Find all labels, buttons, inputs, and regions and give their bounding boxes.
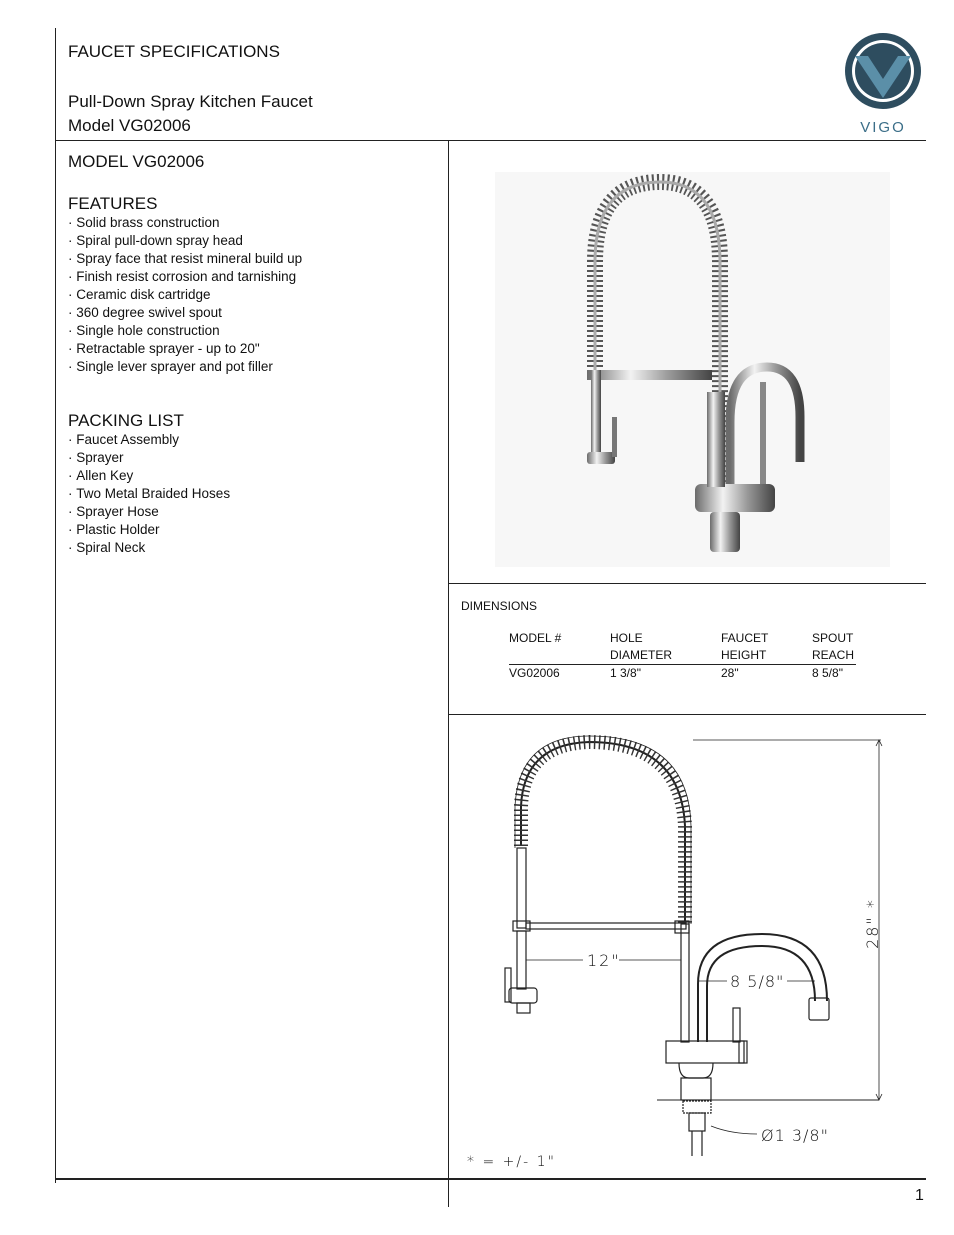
list-item: · 360 degree swivel spout: [68, 304, 302, 322]
cell-hole: 1 3/8": [610, 666, 641, 680]
list-item: · Single hole construction: [68, 322, 302, 340]
logo-text: VIGO: [860, 119, 906, 136]
reach-dimension-label: 8 5/8": [730, 972, 785, 991]
list-item: · Finish resist corrosion and tarnishing: [68, 268, 302, 286]
left-margin-line: [55, 28, 56, 1183]
list-item: · Sprayer Hose: [68, 503, 230, 521]
dimensions-table: [509, 630, 856, 682]
model-heading: MODEL VG02006: [68, 152, 205, 171]
list-item: · Spray face that resist mineral build up: [68, 250, 302, 268]
features-heading: FEATURES: [68, 194, 158, 213]
tolerance-note: * = +/- 1": [467, 1154, 556, 1170]
product-photo: [495, 172, 890, 567]
list-item: · Retractable sprayer - up to 20": [68, 340, 302, 358]
product-name: Pull-Down Spray Kitchen Faucet: [68, 92, 313, 111]
hole-dimension-label: Ø1 3/8": [761, 1126, 829, 1145]
col-header-hole: HOLE DIAMETER: [610, 631, 673, 662]
cell-height: 28": [721, 666, 739, 680]
col-header-reach: SPOUT REACH: [812, 631, 855, 662]
list-item: · Solid brass construction: [68, 214, 302, 232]
list-item: · Faucet Assembly: [68, 431, 230, 449]
technical-drawing: [449, 716, 926, 1176]
page-number: 1: [915, 1187, 924, 1204]
model-line: Model VG02006: [68, 116, 191, 135]
width-dimension-label: 12": [587, 951, 621, 970]
list-item: · Sprayer: [68, 449, 230, 467]
table-header-row: [509, 630, 856, 665]
list-item: · Plastic Holder: [68, 521, 230, 539]
packing-heading: PACKING LIST: [68, 411, 184, 430]
cell-reach: 8 5/8": [812, 666, 843, 680]
vigo-logo-mark: [838, 30, 928, 112]
list-item: · Two Metal Braided Hoses: [68, 485, 230, 503]
col-header-model: MODEL #: [509, 631, 562, 645]
height-dimension-label: 28" *: [862, 898, 882, 949]
list-item: · Allen Key: [68, 467, 230, 485]
photo-divider: [448, 583, 926, 584]
cell-model: VG02006: [509, 666, 560, 680]
list-item: · Spiral Neck: [68, 539, 230, 557]
list-item: · Ceramic disk cartridge: [68, 286, 302, 304]
dimensions-heading: DIMENSIONS: [461, 599, 538, 613]
dimensions-divider: [448, 714, 926, 715]
list-item: · Spiral pull-down spray head: [68, 232, 302, 250]
table-row: [509, 665, 856, 683]
footer-divider: [55, 1178, 926, 1180]
list-item: · Single lever sprayer and pot filler: [68, 358, 302, 376]
features-list: [68, 214, 302, 376]
packing-list: [68, 431, 230, 557]
page-title: FAUCET SPECIFICATIONS: [68, 42, 280, 61]
header-divider: [55, 140, 926, 141]
vigo-logo: [838, 30, 928, 136]
col-header-height: FAUCET HEIGHT: [721, 631, 769, 662]
